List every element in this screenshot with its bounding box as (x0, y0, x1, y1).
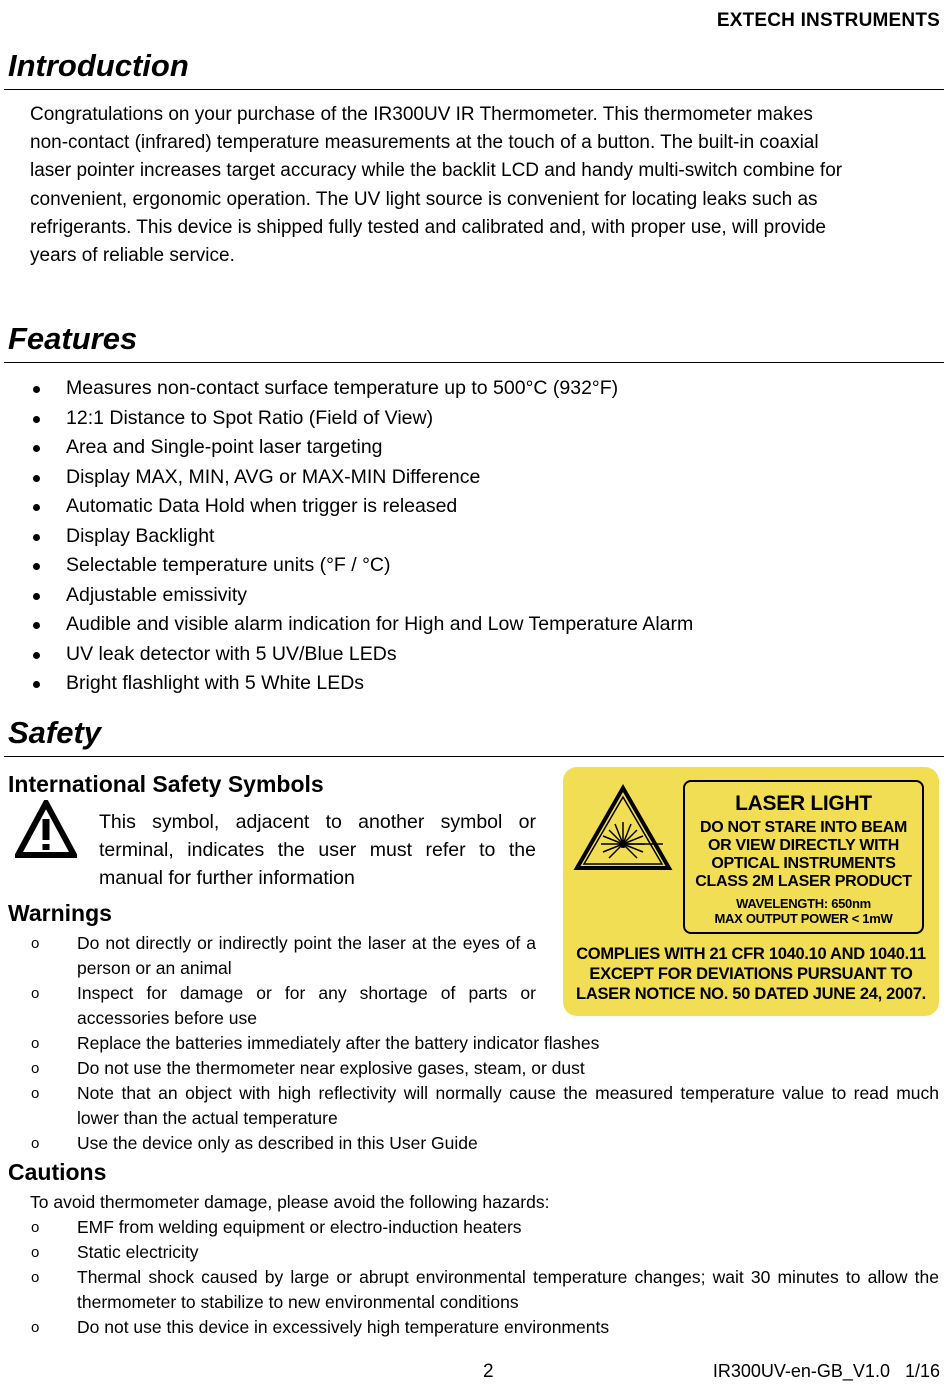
caution-item: o Thermal shock caused by large or abrupt environmental temperature changes; wait 30 minutes to allow the thermometer to stabilize to new environmental conditions (31, 1267, 939, 1312)
laser-label-warning: DO NOT STARE INTO BEAM OR VIEW DIRECTLY WITH OPTICAL INSTRUMENTS CLASS 2M LASER PRODUCT (695, 819, 912, 890)
circle-bullet-icon: o (31, 1085, 40, 1102)
bullet-icon (33, 652, 40, 659)
circle-bullet-icon: o (31, 935, 40, 952)
circle-bullet-icon: o (31, 1244, 40, 1261)
bullet-icon (33, 563, 40, 570)
bullet-icon (33, 475, 40, 482)
intro-line: years of reliable service. (30, 245, 235, 267)
laser-hazard-icon (573, 784, 673, 874)
document-id: IR300UV-en-GB_V1.0 1/16 (712, 1361, 940, 1381)
bullet-icon (33, 593, 40, 600)
intro-line: non-contact (infrared) temperature measurements at the touch of a button. The built-in coaxial (30, 132, 819, 154)
bullet-icon (33, 681, 40, 688)
feature-item: Display MAX, MIN, AVG or MAX-MIN Difference (0, 463, 693, 493)
warning-item: o Use the device only as described in this User Guide (0, 1131, 939, 1156)
laser-label-title: LASER LIGHT (735, 792, 872, 815)
warning-item: o Replace the batteries immediately after the battery indicator flashes (0, 1031, 939, 1056)
bullet-icon (33, 445, 40, 452)
warning-item: o Do not directly or indirectly point the laser at the eyes of a person or an animal (31, 933, 536, 978)
circle-bullet-icon: o (31, 1269, 40, 1286)
introduction-rule (4, 89, 944, 90)
features-list (0, 374, 693, 699)
cautions-intro: To avoid thermometer damage, please avoid the following hazards: (30, 1192, 550, 1212)
caution-item: o EMF from welding equipment or electro-induction heaters (0, 1215, 939, 1240)
feature-item: Selectable temperature units (°F / °C) (0, 551, 693, 581)
warning-item: o Do not use the thermometer near explosive gases, steam, or dust (0, 1056, 939, 1081)
safety-symbol-description: This symbol, adjacent to another symbol or terminal, indicates the user must refer to the manual for further information (99, 811, 536, 889)
company-header: EXTECH INSTRUMENTS (716, 10, 940, 31)
caution-item: o Do not use this device in excessively high temperature environments (0, 1315, 939, 1340)
laser-label-compliance: COMPLIES WITH 21 CFR 1040.10 AND 1040.11 EXCEPT FOR DEVIATIONS PURSUANT TO LASER NOTICE NO. 50 DATED JUNE 24, 2007. (576, 945, 926, 1003)
circle-bullet-icon: o (31, 1319, 40, 1336)
bullet-icon (33, 504, 40, 511)
feature-item: 12:1 Distance to Spot Ratio (Field of View) (0, 404, 693, 434)
introduction-body (30, 101, 935, 270)
circle-bullet-icon: o (31, 1060, 40, 1077)
warnings-list (0, 931, 939, 1156)
safety-rule (4, 756, 944, 757)
safety-symbols-heading: International Safety Symbols (8, 771, 324, 797)
introduction-title: Introduction (8, 48, 189, 83)
circle-bullet-icon: o (31, 985, 40, 1002)
warning-triangle-icon (15, 800, 77, 858)
intro-line: Congratulations on your purchase of the IR300UV IR Thermometer. This thermometer makes (30, 104, 813, 125)
cautions-heading: Cautions (8, 1159, 107, 1185)
feature-item: Area and Single-point laser targeting (0, 433, 693, 463)
intro-line: refrigerants. This device is shipped fully tested and calibrated and, with proper use, will provide (30, 216, 826, 238)
feature-item: UV leak detector with 5 UV/Blue LEDs (0, 640, 693, 670)
circle-bullet-icon: o (31, 1219, 40, 1236)
features-rule (4, 362, 944, 363)
laser-label-box (683, 780, 924, 934)
feature-item: Bright flashlight with 5 White LEDs (0, 669, 693, 699)
features-title: Features (8, 321, 138, 356)
circle-bullet-icon: o (31, 1135, 40, 1152)
bullet-icon (33, 416, 40, 423)
bullet-icon (33, 622, 40, 629)
safety-title: Safety (8, 715, 102, 750)
warning-item: o Inspect for damage or for any shortage of parts or accessories before use (31, 983, 536, 1028)
feature-item: Audible and visible alarm indication for High and Low Temperature Alarm (0, 610, 693, 640)
page-number: 2 (483, 1361, 494, 1382)
feature-item: Measures non-contact surface temperature up to 500°C (932°F) (0, 374, 693, 404)
warning-item: o Note that an object with high reflectivity will normally cause the measured temperature value to read much lower than the actual temperature (31, 1083, 939, 1128)
caution-item: o Static electricity (0, 1240, 939, 1265)
laser-label-spec: WAVELENGTH: 650nm MAX OUTPUT POWER < 1mW (714, 896, 893, 926)
feature-item: Automatic Data Hold when trigger is released (0, 492, 693, 522)
intro-line: laser pointer increases target accuracy while the backlit LCD and handy multi-switch combine for (30, 160, 843, 182)
bullet-icon (33, 534, 40, 541)
intro-line: convenient, ergonomic operation. The UV light source is convenient for locating leaks such as (30, 188, 818, 210)
cautions-list (0, 1215, 939, 1340)
feature-item: Adjustable emissivity (0, 581, 693, 611)
feature-item: Display Backlight (0, 522, 693, 552)
bullet-icon (33, 386, 40, 393)
warnings-heading: Warnings (8, 900, 112, 926)
circle-bullet-icon: o (31, 1035, 40, 1052)
